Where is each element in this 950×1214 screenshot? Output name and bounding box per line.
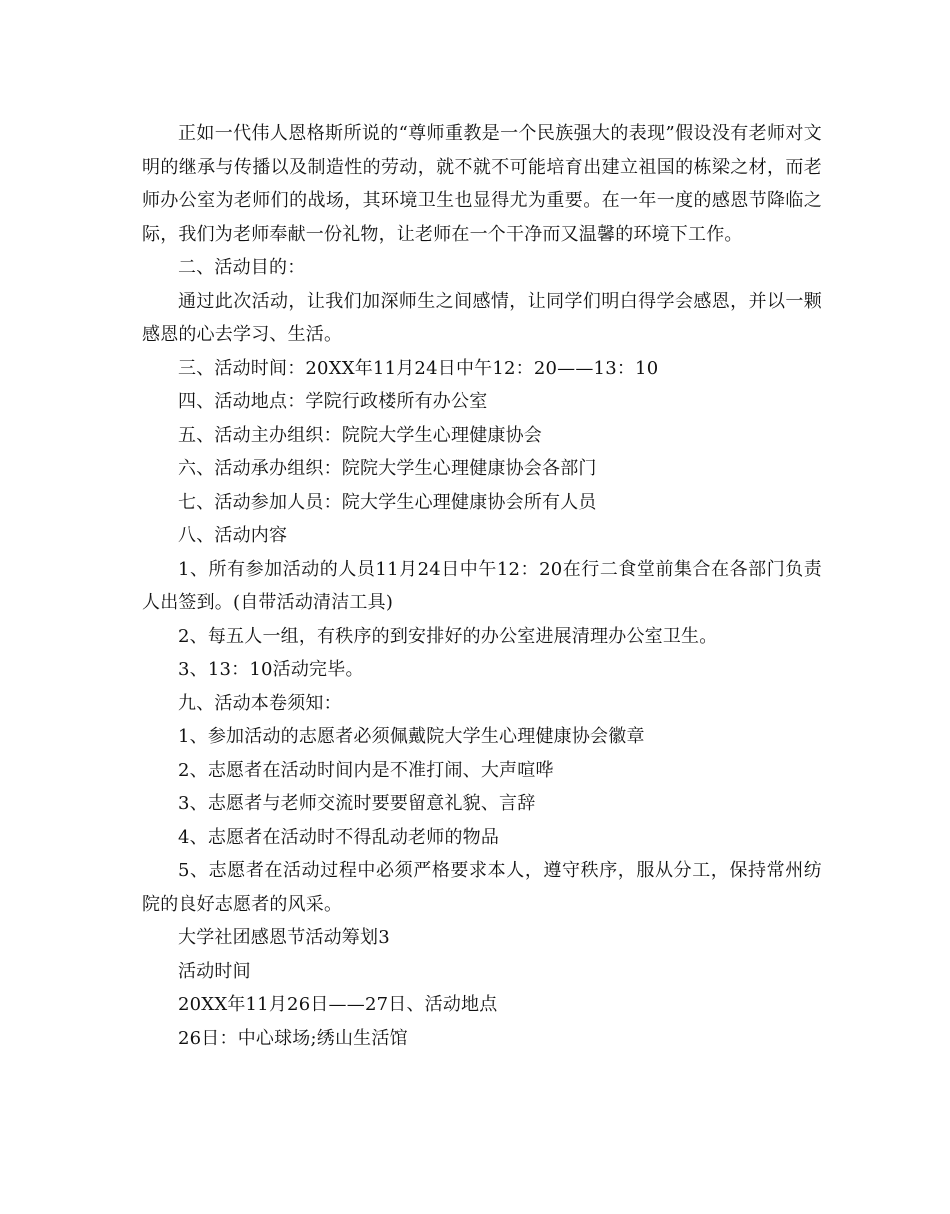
activity-participants: 七、活动参加人员：院大学生心理健康协会所有人员 — [178, 491, 597, 513]
content-item-3: 3、13：10活动完毕。 — [178, 659, 364, 680]
document-body — [142, 117, 822, 1055]
content-item-1: 1、所有参加活动的人员11月24日中午12：20在行二食堂前集合在各部门负责人出签到。(自带活动清洁工具) — [142, 558, 822, 613]
heading-activity-purpose: 二、活动目的： — [178, 257, 306, 278]
activity-date-location: 20XX年11月26日——27日、活动地点 — [178, 994, 498, 1015]
paragraph-intro: 正如一代伟人恩格斯所说的“尊师重教是一个民族强大的表现”假设没有老师对文明的继承与传播以及制造性的劳动，就不就不可能培育出建立祖国的栋梁之材，而老师办公室为老师们的战场，其环境卫生也显得尤为重要。在一年一度的感恩节降临之际，我们为老师奉献一份礼物，让老师在一个干净而又温馨的环境下工作。 — [142, 123, 822, 245]
note-item-1: 1、参加活动的志愿者必须佩戴院大学生心理健康协会徽章 — [178, 726, 645, 747]
heading-activity-content: 八、活动内容 — [178, 525, 288, 546]
note-item-3: 3、志愿者与老师交流时要要留意礼貌、言辞 — [178, 793, 536, 814]
activity-venue-26: 26日：中心球场;绣山生活馆 — [178, 1027, 408, 1049]
note-item-2: 2、志愿者在活动时间内是不准打闹、大声喧哗 — [178, 759, 554, 781]
activity-organizer: 五、活动主办组织：院院大学生心理健康协会 — [178, 424, 542, 446]
activity-co-organizer: 六、活动承办组织：院院大学生心理健康协会各部门 — [178, 458, 597, 479]
content-item-2: 2、每五人一组，有秩序的到安排好的办公室进展清理办公室卫生。 — [178, 625, 718, 647]
paragraph-purpose: 通过此次活动，让我们加深师生之间感情，让同学们明白得学会感恩，并以一颗感恩的心去学习、生活。 — [142, 290, 822, 345]
note-item-5: 5、志愿者在活动过程中必须严格要求本人，遵守秩序，服从分工，保持常州纺院的良好志愿者的风采。 — [142, 860, 822, 915]
activity-location: 四、活动地点：学院行政楼所有办公室 — [178, 391, 488, 412]
note-item-4: 4、志愿者在活动时不得乱动老师的物品 — [178, 826, 500, 848]
heading-activity-time: 活动时间 — [178, 960, 251, 982]
section-title-plan-3: 大学社团感恩节活动筹划3 — [178, 927, 390, 948]
heading-notes: 九、活动本卷须知： — [178, 692, 342, 714]
activity-time: 三、活动时间：20XX年11月24日中午12：20——13：10 — [178, 357, 659, 379]
